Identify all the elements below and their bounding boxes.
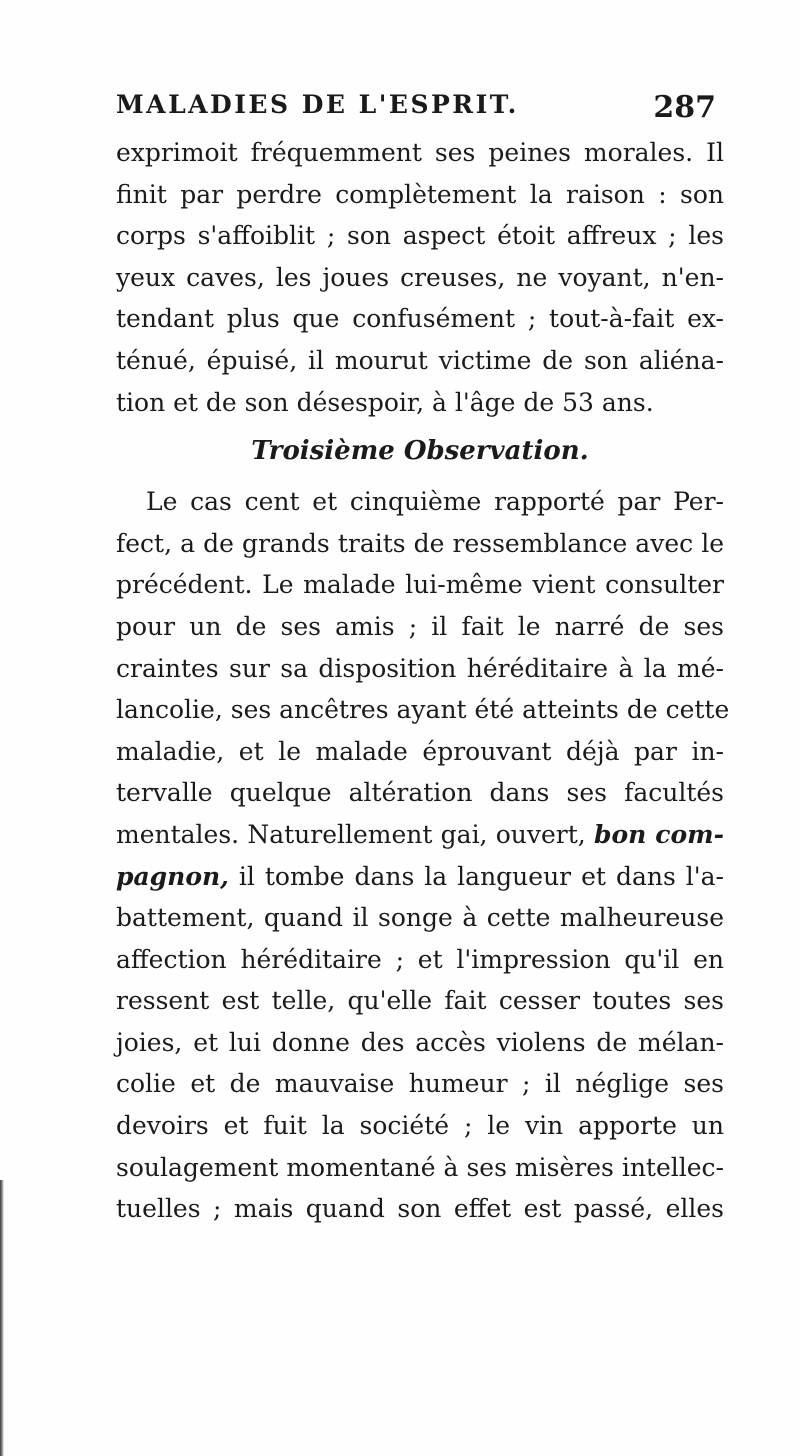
text-line: ténué, épuisé, il mourut victime de son aliéna-	[116, 345, 724, 375]
text-line: ressent est telle, qu'elle fait cesser toutes ses	[116, 986, 724, 1016]
text-line: corps s'affoiblit ; son aspect étoit affreux ; les	[116, 221, 724, 251]
text-line: fect, a de grands traits de ressemblance avec le	[116, 528, 724, 558]
text-line	[116, 856, 724, 898]
text-line: exprimoit fréquemment ses peines morales. Il	[116, 138, 724, 167]
text-line: Le cas cent et cinquième rapporté par Per-	[146, 487, 724, 517]
text-line	[116, 814, 724, 856]
text-segment: il tombe dans la langueur et dans l'a-	[238, 861, 724, 891]
text-line: colie et de mauvaise humeur ; il néglige ses	[116, 1069, 724, 1099]
text-line: maladie, et le malade éprouvant déjà par in-	[116, 736, 724, 766]
text-line: devoirs et fuit la société ; le vin apporte un	[116, 1111, 724, 1141]
text-line: précédent. Le malade lui-même vient consulter	[116, 570, 724, 600]
text-line: finit par perdre complètement la raison : son	[116, 179, 724, 209]
text-segment: mentales. Naturellement gai, ouvert,	[116, 819, 586, 849]
text-line: lancolie, ses ancêtres ayant été atteints de cette	[116, 695, 730, 725]
page-gutter-shadow	[0, 1180, 4, 1456]
text-line: tuelles ; mais quand son effet est passé, elles	[116, 1194, 724, 1224]
text-line: affection héréditaire ; et l'impression qu'il en	[116, 944, 724, 974]
italic-phrase: bon com-	[593, 819, 724, 849]
italic-phrase: pagnon,	[116, 861, 229, 891]
text-line: joies, et lui donne des accès violens de mélan-	[116, 1027, 724, 1057]
text-line: tendant plus que confusément ; tout-à-fait ex-	[116, 304, 724, 334]
page-header	[116, 90, 716, 130]
text-line: craintes sur sa disposition héréditaire à la mé-	[116, 653, 724, 683]
page-number: 287	[653, 90, 716, 125]
running-head: MALADIES DE L'ESPRIT.	[116, 90, 519, 119]
text-line: battement, quand il songe à cette malheureuse	[116, 903, 724, 933]
section-heading: Troisième Observation.	[251, 436, 589, 467]
text-line: soulagement momentané à ses misères intellec-	[116, 1152, 724, 1182]
text-line: yeux caves, les joues creuses, ne voyant, n'en-	[116, 262, 724, 292]
text-line: tion et de son désespoir, à l'âge de 53 ans.	[116, 387, 654, 417]
body-text	[116, 132, 730, 1230]
text-line: tervalle quelque altération dans ses facultés	[116, 778, 724, 808]
text-line: pour un de ses amis ; il fait le narré de ses	[116, 611, 724, 641]
